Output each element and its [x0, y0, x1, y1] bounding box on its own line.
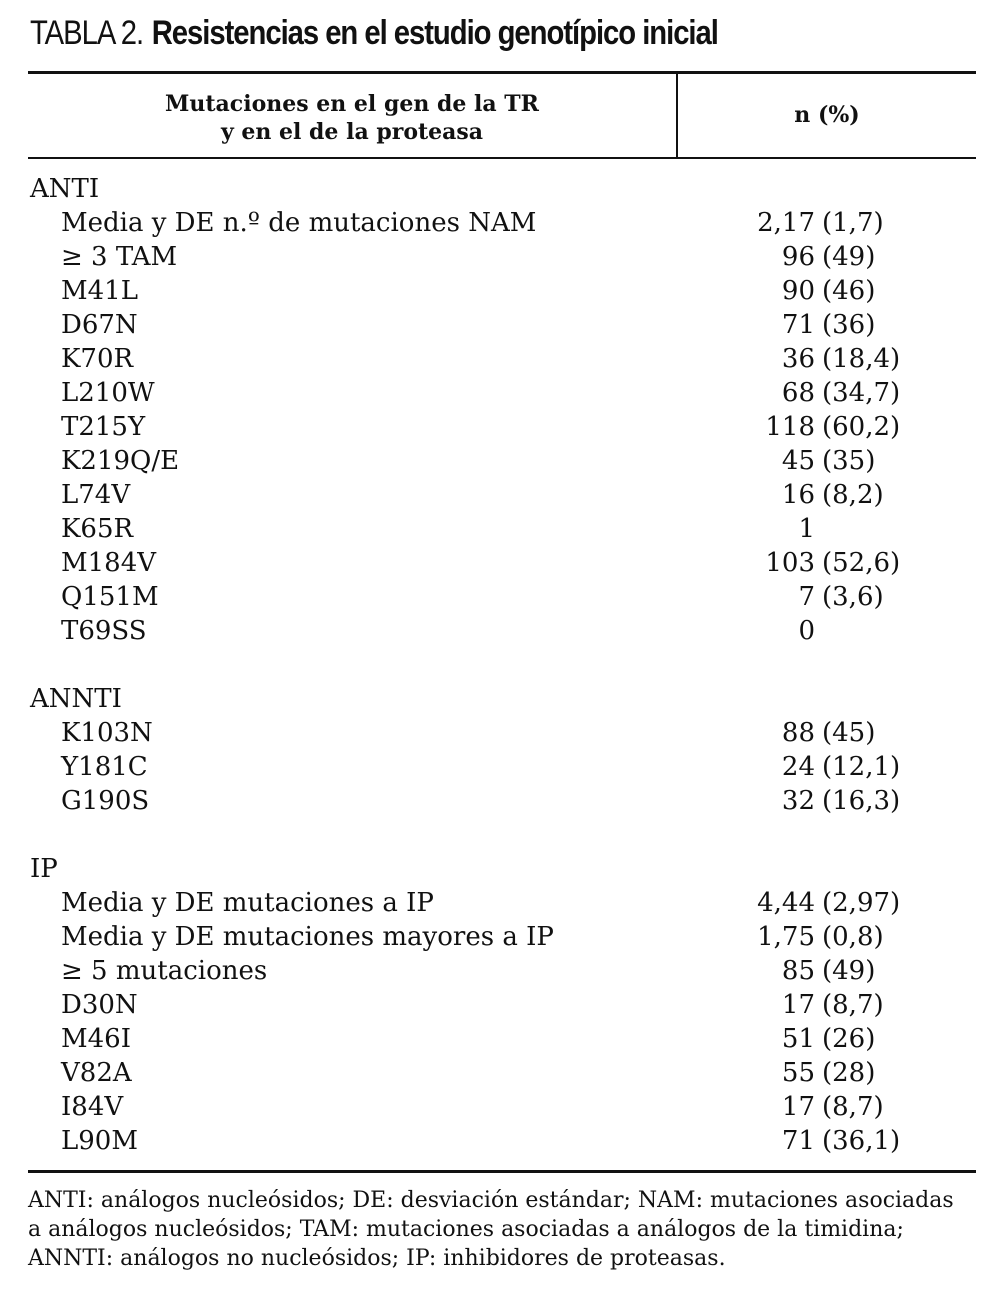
section-heading-row: [0, 172, 982, 206]
count-value: 7: [798, 582, 815, 612]
mutation-label: K103N: [61, 718, 153, 748]
mutation-label: K219Q/E: [61, 446, 180, 476]
percent-value: (49): [822, 956, 876, 986]
table-row: [0, 1124, 982, 1158]
percent-value: (34,7): [822, 378, 901, 408]
mutation-label: ≥ 3 TAM: [61, 242, 178, 272]
count-value: 24: [781, 752, 815, 782]
table-row: [0, 478, 982, 512]
table-body: [0, 172, 982, 1158]
header-rule: [28, 157, 976, 159]
table-row: [0, 1090, 982, 1124]
mutation-label: K70R: [61, 344, 134, 374]
count-value: 4,44: [757, 888, 815, 918]
table-footnote: ANTI: análogos nucleósidos; DE: desviación estándar; NAM: mutaciones asociadas a análogos nucleósidos; TAM: mutaciones asociadas a análogos de la timidina; ANNTI: análogos no nucleósidos; IP: inhibidores de proteasas.: [28, 1188, 954, 1271]
table-row: [0, 240, 982, 274]
table-row: [0, 886, 982, 920]
percent-value: (60,2): [822, 412, 901, 442]
mutation-label: Media y DE mutaciones a IP: [61, 888, 434, 918]
count-value: 36: [781, 344, 815, 374]
percent-value: (12,1): [822, 752, 901, 782]
count-value: 1,75: [757, 922, 815, 952]
count-value: 71: [781, 310, 815, 340]
table-row: [0, 614, 982, 648]
mutation-label: M41L: [61, 276, 138, 306]
percent-value: (49): [822, 242, 876, 272]
table-row: [0, 954, 982, 988]
table-row: [0, 1056, 982, 1090]
table-title: [30, 14, 718, 53]
percent-value: (16,3): [822, 786, 901, 816]
count-value: 71: [781, 1126, 815, 1156]
percent-value: (28): [822, 1058, 876, 1088]
mutation-label: T69SS: [61, 616, 147, 646]
table-row: [0, 342, 982, 376]
table-row: [0, 920, 982, 954]
count-value: 103: [765, 548, 815, 578]
percent-value: (35): [822, 446, 876, 476]
mutation-label: D30N: [61, 990, 138, 1020]
table-row: [0, 444, 982, 478]
percent-value: (26): [822, 1024, 876, 1054]
count-value: 2,17: [757, 208, 815, 238]
count-value: 88: [781, 718, 815, 748]
bottom-rule: [28, 1170, 976, 1173]
section-heading: ANNTI: [30, 684, 122, 714]
percent-value: (8,2): [822, 480, 884, 510]
table-row: [0, 376, 982, 410]
mutation-label: V82A: [61, 1058, 132, 1088]
table-row: [0, 1022, 982, 1056]
section-spacer: [0, 818, 982, 852]
percent-value: (45): [822, 718, 876, 748]
mutation-label: L210W: [61, 378, 155, 408]
count-value: 1: [798, 514, 815, 544]
column-header-mutations: Mutaciones en el gen de la TR y en el de la proteasa: [165, 91, 539, 145]
table-row: [0, 716, 982, 750]
section-heading-row: [0, 682, 982, 716]
table-row: [0, 308, 982, 342]
table-row: [0, 274, 982, 308]
table-row: [0, 546, 982, 580]
percent-value: (2,97): [822, 888, 901, 918]
top-rule: [28, 71, 976, 74]
mutation-label: T215Y: [61, 412, 146, 442]
section-heading: ANTI: [30, 174, 100, 204]
mutation-label: Media y DE n.º de mutaciones NAM: [61, 208, 537, 238]
percent-value: (8,7): [822, 990, 884, 1020]
percent-value: (36,1): [822, 1126, 901, 1156]
table-number: TABLA 2.: [30, 14, 144, 52]
section-spacer: [0, 648, 982, 682]
mutation-label: L74V: [61, 480, 131, 510]
count-value: 90: [781, 276, 815, 306]
count-value: 68: [781, 378, 815, 408]
count-value: 32: [781, 786, 815, 816]
percent-value: (8,7): [822, 1092, 884, 1122]
section-heading-row: [0, 852, 982, 886]
mutation-label: M184V: [61, 548, 157, 578]
table-row: [0, 988, 982, 1022]
mutation-label: L90M: [61, 1126, 138, 1156]
table-row: [0, 410, 982, 444]
count-value: 17: [781, 1092, 815, 1122]
mutation-label: I84V: [61, 1092, 124, 1122]
mutation-label: ≥ 5 mutaciones: [61, 956, 268, 986]
table-row: [0, 580, 982, 614]
table-row: [0, 784, 982, 818]
table-caption: Resistencias en el estudio genotípico inicial: [151, 14, 718, 52]
percent-value: (52,6): [822, 548, 901, 578]
table-row: [0, 512, 982, 546]
mutation-label: Y181C: [61, 752, 148, 782]
count-value: 118: [765, 412, 815, 442]
mutation-label: G190S: [61, 786, 150, 816]
table-row: [0, 206, 982, 240]
percent-value: (18,4): [822, 344, 901, 374]
count-value: 85: [781, 956, 815, 986]
count-value: 17: [781, 990, 815, 1020]
count-value: 55: [781, 1058, 815, 1088]
percent-value: (0,8): [822, 922, 884, 952]
mutation-label: Q151M: [61, 582, 159, 612]
mutation-label: D67N: [61, 310, 138, 340]
section-heading: IP: [30, 854, 58, 884]
column-header-n-percent: n (%): [794, 102, 860, 128]
table-row: [0, 750, 982, 784]
mutation-label: M46I: [61, 1024, 131, 1054]
percent-value: (36): [822, 310, 876, 340]
mutation-label: Media y DE mutaciones mayores a IP: [61, 922, 554, 952]
percent-value: (1,7): [822, 208, 884, 238]
count-value: 16: [781, 480, 815, 510]
count-value: 96: [781, 242, 815, 272]
mutation-label: K65R: [61, 514, 134, 544]
count-value: 51: [781, 1024, 815, 1054]
count-value: 0: [798, 616, 815, 646]
count-value: 45: [781, 446, 815, 476]
percent-value: (3,6): [822, 582, 884, 612]
percent-value: (46): [822, 276, 876, 306]
